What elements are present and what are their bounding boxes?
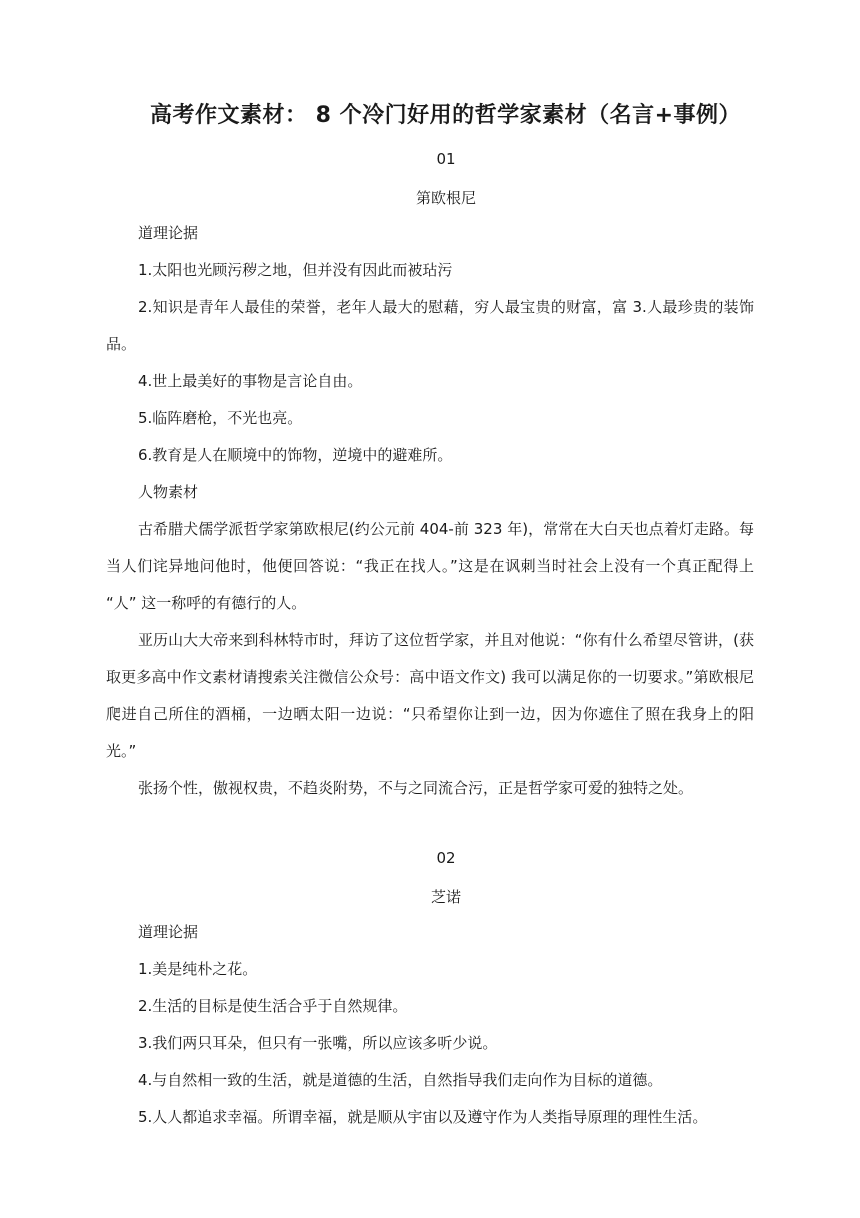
quote-item: 2.生活的目标是使生活合乎于自然规律。 xyxy=(138,997,408,1015)
quotes-heading: 道理论据 xyxy=(138,923,199,941)
quote-item: 4.世上最美好的事物是言论自由。 xyxy=(138,372,363,390)
section-number: 02 xyxy=(436,849,456,867)
story-paragraph: 古希腊犬儒学派哲学家第欧根尼(约公元前 404-前 323 年)，常常在大白天也点着灯走路。每当人们诧异地问他时，他便回答说：“我正在找人。”这是在讽刺当时社会上没有一个真正配得上 “人” 这一称呼的有德行的人。 xyxy=(106,520,754,612)
section-number: 01 xyxy=(436,150,456,168)
quote-item: 2.知识是青年人最佳的荣誉，老年人最大的慰藉，穷人最宝贵的财富，富 3.人最珍贵的装饰品。 xyxy=(106,298,754,353)
quote-item: 5.临阵磨枪，不光也亮。 xyxy=(138,409,303,427)
quote-item: 3.我们两只耳朵，但只有一张嘴，所以应该多听少说。 xyxy=(138,1034,498,1052)
section-name: 芝诺 xyxy=(430,888,461,906)
quote-item: 5.人人都追求幸福。所谓幸福，就是顺从宇宙以及遵守作为人类指导原理的理性生活。 xyxy=(138,1108,708,1126)
story-heading: 人物素材 xyxy=(138,483,199,501)
quotes-heading: 道理论据 xyxy=(138,224,199,242)
story-paragraph: 亚历山大大帝来到科林特市时，拜访了这位哲学家，并且对他说：“你有什么希望尽管讲，(获取更多高中作文素材请搜索关注微信公众号：高中语文作文) 我可以满足你的一切要求。”第欧根尼爬进自己所住的酒桶，一边晒太阳一边说：“只希望你让到一边，因为你遮住了照在我身上的阳光。” xyxy=(106,631,754,760)
quote-item: 1.太阳也光顾污秽之地，但并没有因此而被玷污 xyxy=(138,261,453,279)
quote-item: 6.教育是人在顺境中的饰物，逆境中的避难所。 xyxy=(138,446,453,464)
page-title: 高考作文素材： 8 个冷门好用的哲学家素材（名言+事例） xyxy=(150,103,742,128)
story-paragraph: 张扬个性，傲视权贵，不趋炎附势，不与之同流合污，正是哲学家可爱的独特之处。 xyxy=(138,779,694,797)
quote-item: 4.与自然相一致的生活，就是道德的生活，自然指导我们走向作为目标的道德。 xyxy=(138,1071,663,1089)
section-name: 第欧根尼 xyxy=(415,189,476,207)
quote-item: 1.美是纯朴之花。 xyxy=(138,960,258,978)
